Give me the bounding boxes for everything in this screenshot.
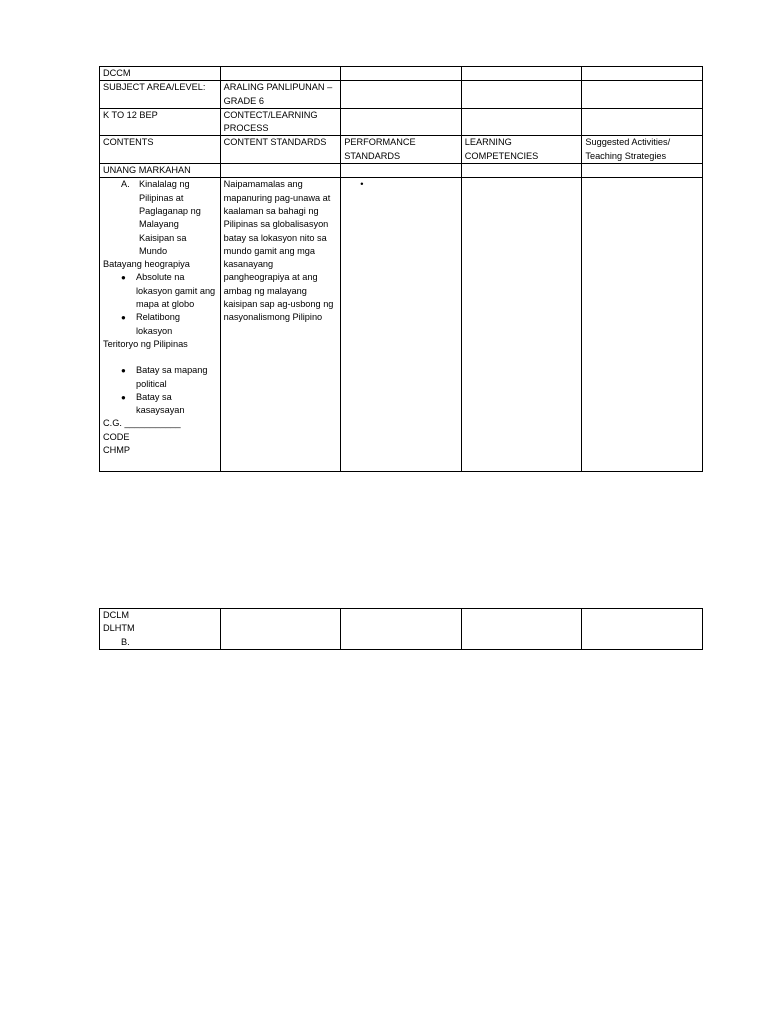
cell-empty xyxy=(582,81,703,109)
cell-empty xyxy=(220,164,341,178)
cell-empty xyxy=(461,108,582,136)
header-suggested-activities: Suggested Activities/ Teaching Strategies xyxy=(582,136,703,164)
bullet-icon: • xyxy=(360,179,364,190)
dclm-line: DCLM xyxy=(103,610,130,620)
list-item xyxy=(121,271,217,311)
item-b-marker: B. xyxy=(121,636,130,647)
cell-k12-value: CONTECT/LEARNING PROCESS xyxy=(220,108,341,136)
cell-empty xyxy=(341,609,462,650)
list-marker: A. xyxy=(121,179,130,190)
list-item xyxy=(121,364,217,391)
header-learning-competencies: LEARNING COMPETENCIES xyxy=(461,136,582,164)
code-line: CODE xyxy=(103,431,130,442)
bullet-list xyxy=(103,271,217,337)
cell-empty xyxy=(341,108,462,136)
cell-empty xyxy=(220,67,341,81)
bullet-icon: ● xyxy=(121,273,126,283)
dlhtm-line: DLHTM xyxy=(103,623,135,634)
list-item-text: Relatibong lokasyon xyxy=(136,312,180,336)
cg-line: C.G. ___________ xyxy=(103,418,181,429)
spacer xyxy=(103,351,217,364)
list-item xyxy=(121,311,217,338)
cell-empty xyxy=(582,609,703,650)
cell-quarter: UNANG MARKAHAN xyxy=(100,164,221,178)
table-row-subject xyxy=(100,81,703,109)
header-content-standards: CONTENT STANDARDS xyxy=(220,136,341,164)
bullet-list xyxy=(103,364,217,417)
cell-empty xyxy=(461,178,582,472)
bullet-icon: ● xyxy=(121,313,126,323)
cell-empty xyxy=(461,81,582,109)
cell-subject-label: SUBJECT AREA/LEVEL: xyxy=(100,81,221,109)
cell-dccm: DCCM xyxy=(100,67,221,81)
table-row-content xyxy=(100,178,703,472)
cell-empty xyxy=(461,164,582,178)
list-item-text: Absolute na lokasyon gamit ang mapa at globo xyxy=(136,272,216,310)
table-row-headers xyxy=(100,136,703,164)
cell-k12-label: K TO 12 BEP xyxy=(100,108,221,136)
cell-empty xyxy=(341,164,462,178)
cell-empty xyxy=(461,609,582,650)
cell-empty xyxy=(582,108,703,136)
cell-empty xyxy=(461,67,582,81)
cell-empty xyxy=(341,67,462,81)
header-contents: CONTENTS xyxy=(100,136,221,164)
list-item-text: Kinalalag ng Pilipinas at Paglaganap ng Malayang Kaisipan sa Mundo xyxy=(139,179,201,256)
table-row-dccm xyxy=(100,67,703,81)
subheading-batayang: Batayang heograpiya xyxy=(103,259,190,270)
second-table xyxy=(99,608,703,650)
table-row-k12 xyxy=(100,108,703,136)
chmp-line: CHMP xyxy=(103,445,131,456)
bullet-icon: ● xyxy=(121,392,126,402)
list-item-text: Batay sa kasaysayan xyxy=(136,391,185,416)
cell-dclm xyxy=(100,609,221,650)
list-item-a xyxy=(103,178,217,258)
cell-empty xyxy=(582,178,703,472)
header-performance-standards: PERFORMANCE STANDARDS xyxy=(341,136,462,164)
table-row xyxy=(100,609,703,650)
subheading-teritoryo: Teritoryo ng Pilipinas xyxy=(103,338,188,349)
cell-empty xyxy=(582,67,703,81)
cell-empty xyxy=(341,81,462,109)
bullet-icon: ● xyxy=(121,366,126,376)
list-item xyxy=(121,391,217,418)
curriculum-table xyxy=(99,66,703,472)
table-row-quarter xyxy=(100,164,703,178)
cell-content-standard-text: Naipamamalas ang mapanuring pag-unawa at kaalaman sa bahagi ng Pilipinas sa globalisasyon batay sa lokasyon nito sa mundo gamit ang mga kasanayang pangheograpiya at ang ambag ng malayang kaisipan sap ag-usbong ng nasyonalismong Pilipino xyxy=(220,178,341,472)
cell-empty xyxy=(582,164,703,178)
cell-subject-value: ARALING PANLIPUNAN – GRADE 6 xyxy=(220,81,341,109)
cell-contents-detail xyxy=(100,178,221,472)
cell-performance-standard xyxy=(341,178,462,472)
cell-empty xyxy=(220,609,341,650)
list-item-text: Batay sa mapang political xyxy=(136,365,208,389)
